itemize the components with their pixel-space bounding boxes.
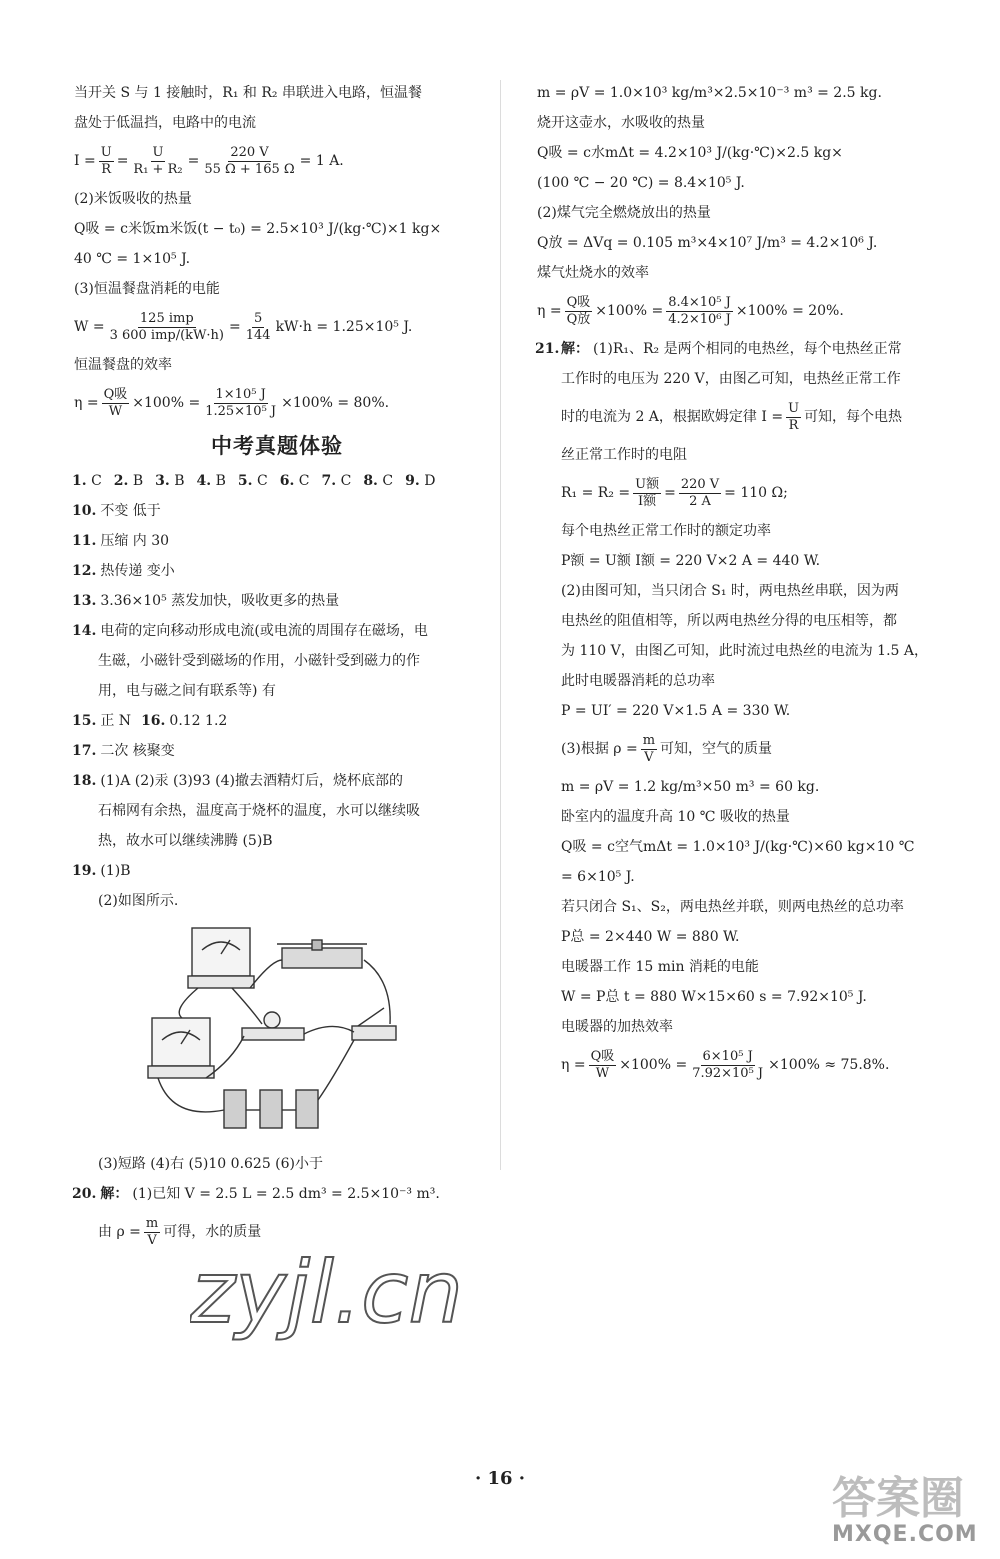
text-line: (3)恒温餐盘消耗的电能 bbox=[74, 281, 220, 297]
text-line: Q吸 = c空气mΔt = 1.0×10³ J/(kg·℃)×60 kg×10 ℃ bbox=[561, 839, 915, 855]
text-line: 石棉网有余热，温度高于烧杯的温度，水可以继续吸 bbox=[98, 803, 420, 819]
text-line: 生磁，小磁针受到磁场的作用，小磁针受到磁力的作 bbox=[98, 653, 420, 669]
fraction: $\frac{m}{V}$ bbox=[145, 1215, 159, 1248]
equation-energy: W = 125 imp 3 600 imp/(kW·h) = $\frac{5}{144}$ kW·h = 1.25×10⁵ J. bbox=[74, 310, 413, 343]
watermark-logo bbox=[190, 1240, 550, 1350]
equation-resistance: R₁ = R₂ = U额 I额 = $\frac{220 V}{2 A}$ = 110 Ω; bbox=[561, 476, 788, 509]
equation-gas-efficiency: η = Q吸 Q放 ×100% = $\frac{\text{8.4×10⁵ J}}{\text{4.2×10⁶ J}}$ ×100% = 20%. bbox=[537, 294, 844, 327]
text-line: 电热丝的阻值相等，所以两电热丝分得的电压相等，都 bbox=[561, 613, 897, 629]
question-15-16: 15. 正 N 16. 0.12 1.2 bbox=[72, 713, 228, 729]
text-line: P额 = U额 I额 = 220 V×2 A = 440 W. bbox=[561, 553, 821, 569]
text-line: 为 110 V，由图乙可知，此时流过电热丝的电流为 1.5 A， bbox=[561, 643, 929, 659]
fraction: $\frac{\text{1×10⁵ J}}{\text{1.25×10⁵ J}}$ bbox=[205, 386, 277, 419]
fraction: $\frac{U}{\text{R₁ + R₂}}$ bbox=[133, 144, 183, 177]
text-line: 电暖器的加热效率 bbox=[561, 1019, 673, 1035]
text-line: (3)短路 (4)右 (5)10 0.625 (6)小于 bbox=[98, 1156, 324, 1172]
text-line: 盘处于低温挡，电路中的电流 bbox=[74, 115, 256, 131]
text-line: Q放 = ΔVq = 0.105 m³×4×10⁷ J/m³ = 4.2×10⁶ J. bbox=[537, 235, 878, 251]
text-line: 热，故水可以继续沸腾 (5)B bbox=[98, 833, 273, 849]
question-17: 17. 二次 核聚变 bbox=[72, 743, 175, 759]
text-line-density: (3)根据 ρ = $\frac{m}{V}$ 可知，空气的质量 bbox=[561, 732, 773, 765]
mc-answer: 2. B bbox=[113, 473, 144, 489]
mc-answer: 1. C bbox=[72, 473, 102, 489]
text-line: 丝正常工作时的电阻 bbox=[561, 447, 687, 463]
text-line: 40 ℃ = 1×10⁵ J. bbox=[74, 251, 191, 267]
text-line: (2)煤气完全燃烧放出的热量 bbox=[537, 205, 711, 221]
mc-answer: 7. C bbox=[321, 473, 352, 489]
right-column bbox=[535, 78, 945, 1088]
text-line: W = P总 t = 880 W×15×60 s = 7.92×10⁵ J. bbox=[561, 989, 867, 1005]
question-18: 18. (1)A (2)汞 (3)93 (4)撤去酒精灯后，烧杯底部的 bbox=[72, 773, 403, 789]
text-line: 每个电热丝正常工作时的额定功率 bbox=[561, 523, 771, 539]
text-line: (2)由图可知，当只闭合 S₁ 时，两电热丝串联，因为两 bbox=[561, 583, 899, 599]
column-divider bbox=[500, 80, 501, 1170]
question-10: 10. 不变 低于 bbox=[72, 503, 161, 519]
text-line: 若只闭合 S₁、S₂，两电热丝并联，则两电热丝的总功率 bbox=[561, 899, 904, 915]
mc-answer: 4. B bbox=[196, 473, 226, 489]
text-line: 烧开这壶水，水吸收的热量 bbox=[537, 115, 705, 131]
text-line: 煤气灶烧水的效率 bbox=[537, 265, 649, 281]
fraction: $\frac{5}{144}$ bbox=[245, 310, 271, 343]
text-line: m = ρV = 1.2 kg/m³×50 m³ = 60 kg. bbox=[561, 779, 820, 795]
fraction: Q吸 Q放 bbox=[566, 294, 591, 327]
equation-heater-efficiency: η = Q吸 W ×100% = $\frac{\text{6×10⁵ J}}{\text{7.92×10⁵ J}}$ ×100% ≈ 75.8%. bbox=[561, 1048, 890, 1081]
fraction: $\frac{U}{R}$ bbox=[100, 144, 112, 177]
left-column bbox=[72, 78, 482, 1255]
text-line: P总 = 2×440 W = 880 W. bbox=[561, 929, 740, 945]
fraction: $\frac{U}{R}$ bbox=[788, 400, 800, 433]
fraction: 125 imp 3 600 imp/(kW·h) bbox=[109, 310, 225, 343]
page-number: · 16 · bbox=[474, 1468, 526, 1489]
question-11: 11. 压缩 内 30 bbox=[72, 533, 170, 549]
mc-answer: 3. B bbox=[155, 473, 185, 489]
fraction: $\frac{220 V}{55 \Omega + 165 \Omega}$ bbox=[204, 144, 295, 177]
fraction: U额 I额 bbox=[635, 476, 660, 509]
text-line: 电暖器工作 15 min 消耗的电能 bbox=[561, 959, 759, 975]
text-line: (2)如图所示. bbox=[98, 893, 179, 909]
text-line: (2)米饭吸收的热量 bbox=[74, 191, 192, 207]
watermark-text: zyjl.cn bbox=[190, 1243, 463, 1343]
text-line: P = UI′ = 220 V×1.5 A = 330 W. bbox=[561, 703, 791, 719]
question-21: 21. 解： (1)R₁、R₂ 是两个相同的电热丝，每个电热丝正常 bbox=[535, 341, 902, 357]
circuit-drawing bbox=[132, 920, 472, 1145]
text-line: 卧室内的温度升高 10 ℃ 吸收的热量 bbox=[561, 809, 790, 825]
text-line-ohm: 时的电流为 2 A，根据欧姆定律 I = $\frac{U}{R}$ 可知，每个电热 bbox=[561, 400, 903, 433]
section-title: 中考真题体验 bbox=[211, 433, 343, 458]
text-line: Q吸 = c米饭m米饭(t − t₀) = 2.5×10³ J/(kg·℃)×1 kg× bbox=[74, 221, 442, 237]
fraction: Q吸 W bbox=[590, 1048, 615, 1081]
fraction: $\frac{220 V}{2 A}$ bbox=[680, 476, 720, 509]
site-logo-text: MXQE.COM bbox=[832, 1522, 978, 1547]
fraction: $\frac{\text{8.4×10⁵ J}}{\text{4.2×10⁶ J}}$ bbox=[668, 294, 731, 327]
fraction: $\frac{\text{6×10⁵ J}}{\text{7.92×10⁵ J}}$ bbox=[692, 1048, 764, 1081]
text-line: 工作时的电压为 220 V，由图乙可知，电热丝正常工作 bbox=[561, 371, 901, 387]
fraction: $\frac{m}{V}$ bbox=[642, 732, 656, 765]
multiple-choice-answers bbox=[72, 466, 482, 496]
text-line: 此时电暖器消耗的总功率 bbox=[561, 673, 715, 689]
text-line: 恒温餐盘的效率 bbox=[74, 357, 172, 373]
question-20: 20. 解： (1)已知 V = 2.5 L = 2.5 dm³ = 2.5×10⁻³ m³. bbox=[72, 1186, 440, 1202]
text-line: (100 ℃ − 20 ℃) = 8.4×10⁵ J. bbox=[537, 175, 745, 191]
mc-answer: 9. D bbox=[405, 473, 436, 489]
question-14: 14. 电荷的定向移动形成电流(或电流的周围存在磁场，电 bbox=[72, 623, 428, 639]
equation-efficiency: η = Q吸 W ×100% = $\frac{\text{1×10⁵ J}}{\text{1.25×10⁵ J}}$ ×100% = 80%. bbox=[74, 386, 390, 419]
question-19: 19. (1)B bbox=[72, 863, 131, 879]
circuit-figure bbox=[132, 920, 472, 1145]
mc-answer: 8. C bbox=[363, 473, 394, 489]
site-logo-glyph: 答案圈 bbox=[832, 1473, 964, 1524]
text-line: 用，电与磁之间有联系等) 有 bbox=[98, 683, 276, 699]
mc-answer: 6. C bbox=[279, 473, 310, 489]
text-line: 当开关 S 与 1 接触时，R₁ 和 R₂ 串联进入电路，恒温餐 bbox=[74, 85, 422, 101]
question-12: 12. 热传递 变小 bbox=[72, 563, 175, 579]
text-line: Q吸 = c水mΔt = 4.2×10³ J/(kg·℃)×2.5 kg× bbox=[537, 145, 843, 161]
equation-density: 由 ρ = $\frac{m}{V}$ 可得，水的质量 bbox=[98, 1215, 262, 1248]
fraction: Q吸 W bbox=[103, 386, 128, 419]
equation-current: I = $\frac{U}{R}$ = $\frac{U}{\text{R₁ + R₂}}$ = $\frac{220 V}{55 \Omega + 165 \Omega}$ = 1 A. bbox=[74, 144, 344, 177]
text-line: = 6×10⁵ J. bbox=[561, 869, 635, 885]
text-line: m = ρV = 1.0×10³ kg/m³×2.5×10⁻³ m³ = 2.5 kg. bbox=[537, 85, 882, 101]
mc-answer: 5. C bbox=[237, 473, 268, 489]
question-13: 13. 3.36×10⁵ 蒸发加快，吸收更多的热量 bbox=[72, 593, 340, 609]
